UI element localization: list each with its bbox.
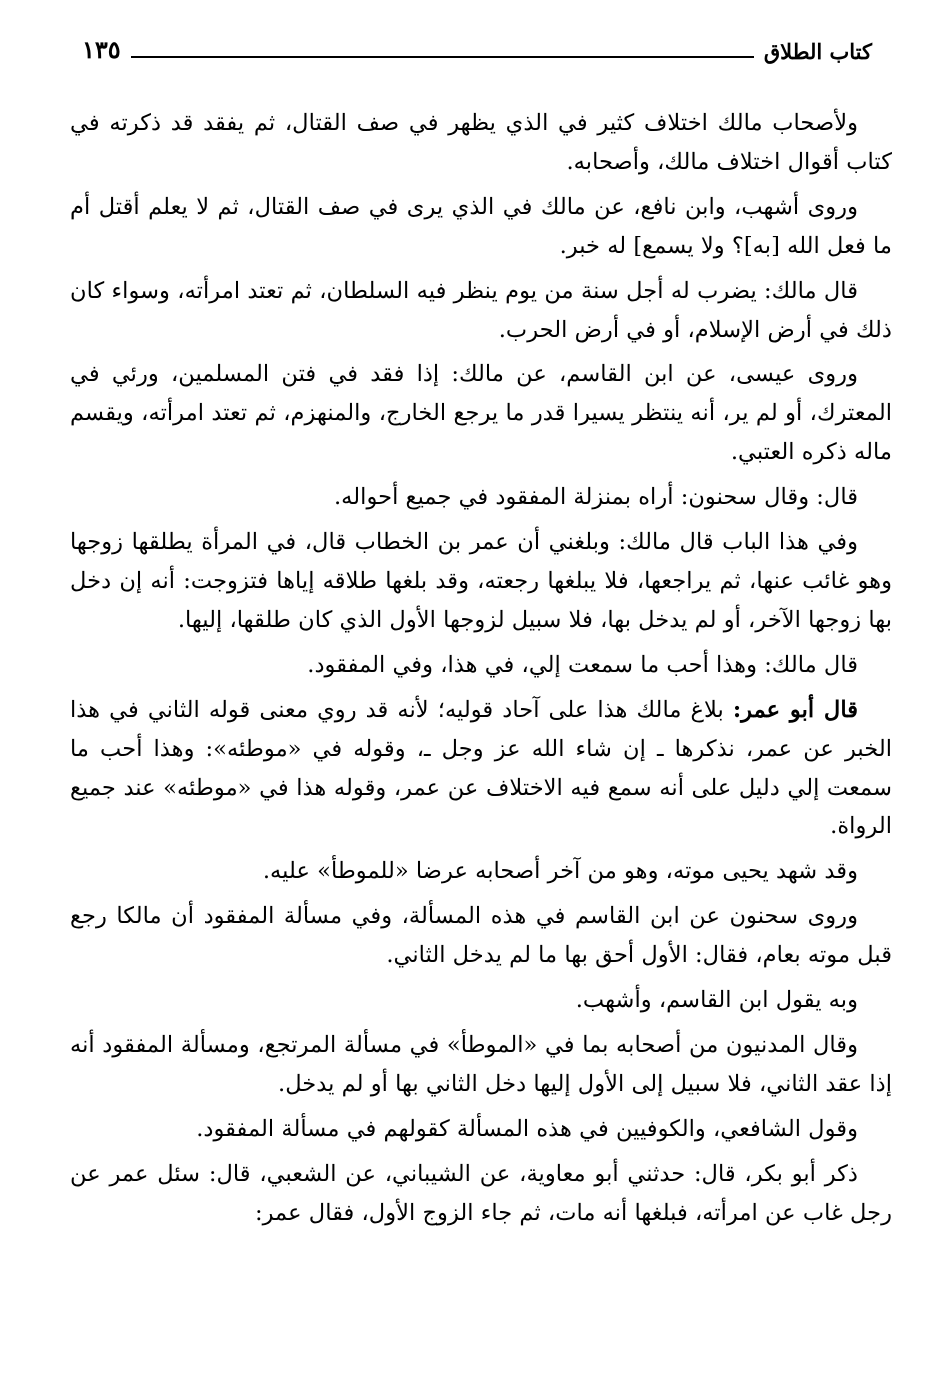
paragraph: قال مالك: وهذا أحب ما سمعت إلي، في هذا، وفي المفقود.: [307, 651, 858, 678]
chapter-title: كتاب الطلاق: [763, 39, 872, 64]
paragraph: قال مالك: يضرب له أجل سنة من يوم ينظر فيه السلطان، ثم تعتد امرأته، وسواء كان ذلك في أرض الإسلام، أو في أرض الحرب.: [70, 277, 892, 343]
paragraph: ذكر أبو بكر، قال: حدثني أبو معاوية، عن الشيباني، عن الشعبي، قال: سئل عمر عن رجل غاب عن امرأته، فبلغها أنه مات، ثم جاء الزوج الأول، فقال عمر:: [70, 1160, 892, 1226]
paragraph: وقد شهد يحيى موته، وهو من آخر أصحابه عرضا «للموطأ» عليه.: [262, 858, 858, 885]
speaker-lead: قال أبو عمر:: [732, 696, 858, 723]
paragraph: وقال المدنيون من أصحابه بما في «الموطأ» في مسألة المرتجع، ومسألة المفقود أنه إذا عقد الثاني، فلا سبيل إلى الأول إليها دخل الثاني بها أو لم يدخل.: [70, 1031, 892, 1097]
paragraph: قال: وقال سحنون: أراه بمنزلة المفقود في جميع أحواله.: [333, 484, 858, 511]
header-rule: [131, 56, 754, 58]
running-header: [82, 28, 872, 70]
paragraph: وفي هذا الباب قال مالك: وبلغني أن عمر بن الخطاب قال، في المرأة يطلقها زوجها وهو غائب عنها، ثم يراجعها، فلا يبلغها رجعته، وقد بلغها طلاقه إياها فتزوجت: أنه إن دخل بها زوجها الآخر، أو لم يدخل بها، فلا سبيل لزوجها الأول الذي كان طلقها، إليها.: [70, 529, 892, 633]
paragraph: وبه يقول ابن القاسم، وأشهب.: [575, 987, 858, 1014]
page-number: ١٣٥: [82, 35, 121, 64]
paragraph: وروى عيسى، عن ابن القاسم، عن مالك: إذا فقد في فتن المسلمين، ورئي في المعترك، أو لم ير، أنه ينتظر يسيرا قدر ما يرجع الخارج، والمنهزم، ثم تعتد امرأته، ويقسم ماله ذكره العتبي.: [70, 361, 892, 466]
paragraph: وقول الشافعي، والكوفيين في هذه المسألة كقولهم في مسألة المفقود.: [196, 1115, 858, 1142]
paragraph: قال أبو عمر: بلاغ مالك هذا على آحاد قوليه؛ لأنه قد روي معنى قوله الثاني في هذا الخبر عن عمر، نذكرها ـ إن شاء الله عز وجل ـ، وقوله في «موطئه»: وهذا أحب ما سمعت إلي دليل على أنه سمع فيه الاختلاف عن عمر، وقوله هذا في «موطئه» عند جميع الرواة.: [70, 696, 892, 840]
body-text: [70, 104, 892, 1384]
paragraph: وروى سحنون عن ابن القاسم في هذه المسألة، وفي مسألة المفقود أن مالكا رجع قبل موته بعام، فقال: الأول أحق بها ما لم يدخل الثاني.: [70, 903, 892, 969]
paragraph: وروى أشهب، وابن نافع، عن مالك في الذي يرى في صف القتال، ثم لا يعلم أقتل أم ما فعل الله [به]؟ ولا يسمع] له خبر.: [70, 193, 892, 259]
paragraph: ولأصحاب مالك اختلاف كثير في الذي يظهر في صف القتال، ثم يفقد قد ذكرته في كتاب أقوال اختلاف مالك، وأصحابه.: [70, 110, 892, 175]
